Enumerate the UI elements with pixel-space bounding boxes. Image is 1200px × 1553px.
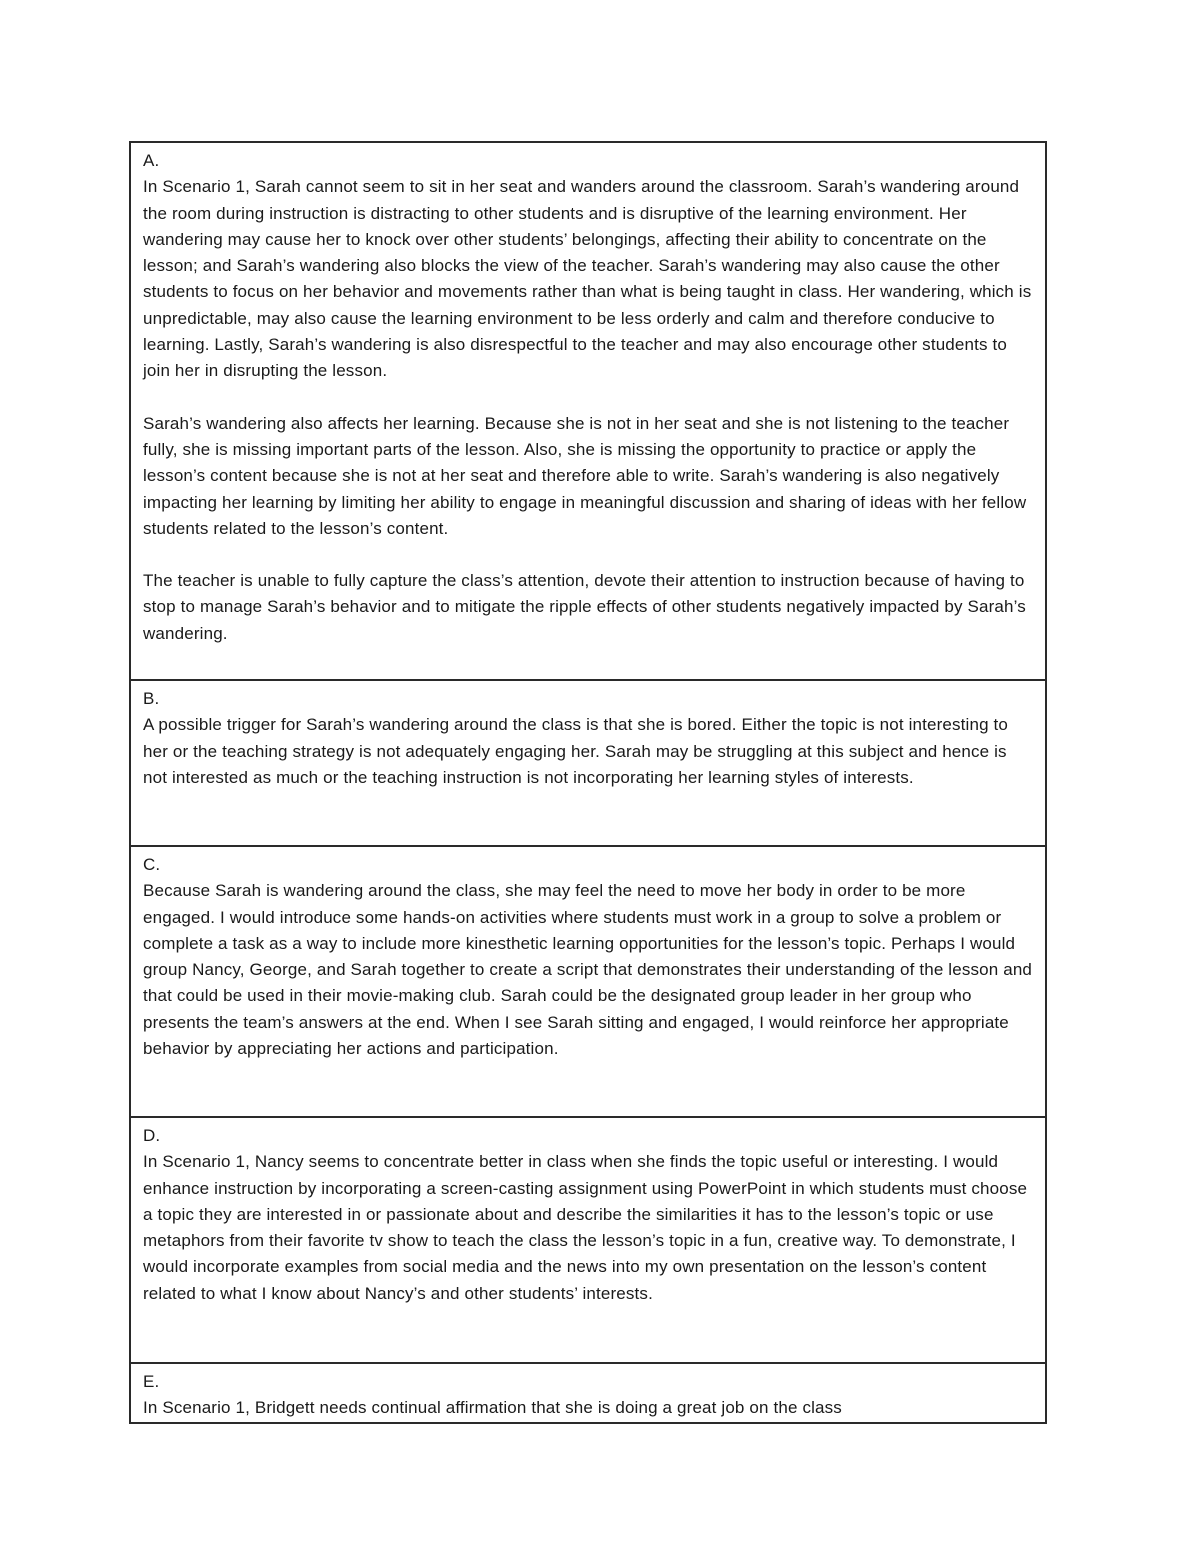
section-d-cell bbox=[130, 1117, 1046, 1363]
section-d-paragraph-1: In Scenario 1, Nancy seems to concentrate better in class when she finds the topic useful or interesting. I would enhance instruction by incorporating a screen-casting assignment using PowerPoint in which students must choose a topic they are interested in or passionate about and describe the similarities it has to the lesson’s topic or use metaphors from their favorite tv show to teach the class the lesson’s topic in a fun, creative way. To demonstrate, I would incorporate examples from social media and the news into my own presentation on the lesson’s content related to what I know about Nancy’s and other students’ interests. bbox=[143, 1152, 1028, 1303]
section-b-letter: B. bbox=[143, 689, 160, 708]
section-a-row bbox=[130, 142, 1046, 680]
section-d-row bbox=[130, 1117, 1046, 1363]
section-e-letter: E. bbox=[143, 1372, 160, 1391]
section-c-row bbox=[130, 846, 1046, 1117]
section-c-letter: C. bbox=[143, 855, 161, 874]
section-b-cell bbox=[130, 680, 1046, 846]
section-b-row bbox=[130, 680, 1046, 846]
section-a-paragraph-3: The teacher is unable to fully capture the class’s attention, devote their attention to instruction because of having to stop to manage Sarah’s behavior and to mitigate the ripple effects of other students negatively impacted by Sarah’s wandering. bbox=[143, 571, 1026, 643]
section-a-letter: A. bbox=[143, 151, 160, 170]
section-e-row bbox=[130, 1363, 1046, 1423]
section-c-paragraph-1: Because Sarah is wandering around the class, she may feel the need to move her body in order to be more engaged. I would introduce some hands-on activities where students must work in a group to solve a problem or complete a task as a way to include more kinesthetic learning opportunities for the lesson’s topic. Perhaps I would group Nancy, George, and Sarah together to create a script that demonstrates their understanding of the lesson and that could be used in their movie-making club. Sarah could be the designated group leader in her group who presents the team’s answers at the end. When I see Sarah sitting and engaged, I would reinforce her appropriate behavior by appreciating her actions and participation. bbox=[143, 881, 1033, 1059]
section-e-paragraph-1: In Scenario 1, Bridgett needs continual affirmation that she is doing a great job on the class bbox=[143, 1398, 842, 1418]
section-a-paragraph-1: In Scenario 1, Sarah cannot seem to sit in her seat and wanders around the classroom. Sarah’s wandering around the room during instruction is distracting to other students and is disruptive of the learning environment. Her wandering may cause her to knock over other students’ belongings, affecting their ability to concentrate on the lesson; and Sarah’s wandering also blocks the view of the teacher. Sarah’s wandering may also cause the other students to focus on her behavior and movements rather than what is being taught in class. Her wandering, which is unpredictable, may also cause the learning environment to be less orderly and calm and therefore conducive to learning. Lastly, Sarah’s wandering is also disrespectful to the teacher and may also encourage other students to join her in disrupting the lesson. bbox=[143, 177, 1032, 381]
answer-table bbox=[129, 141, 1047, 1424]
section-b-paragraph-1: A possible trigger for Sarah’s wandering around the class is that she is bored. Either the topic is not interesting to her or the teaching strategy is not adequately engaging her. Sarah may be struggling at this subject and hence is not interested as much or the teaching instruction is not incorporating her learning styles of interests. bbox=[143, 715, 1009, 787]
section-a-paragraph-2: Sarah’s wandering also affects her learning. Because she is not in her seat and she is not listening to the teacher fully, she is missing important parts of the lesson. Also, she is missing the opportunity to practice or apply the lesson’s content because she is not at her seat and therefore able to write. Sarah’s wandering is also negatively impacting her learning by limiting her ability to engage in meaningful discussion and sharing of ideas with her fellow students related to the lesson’s content. bbox=[143, 413, 1027, 538]
section-c-cell bbox=[130, 846, 1046, 1117]
section-a-cell bbox=[130, 142, 1046, 680]
section-d-letter: D. bbox=[143, 1126, 161, 1145]
section-e-cell bbox=[130, 1363, 1046, 1423]
